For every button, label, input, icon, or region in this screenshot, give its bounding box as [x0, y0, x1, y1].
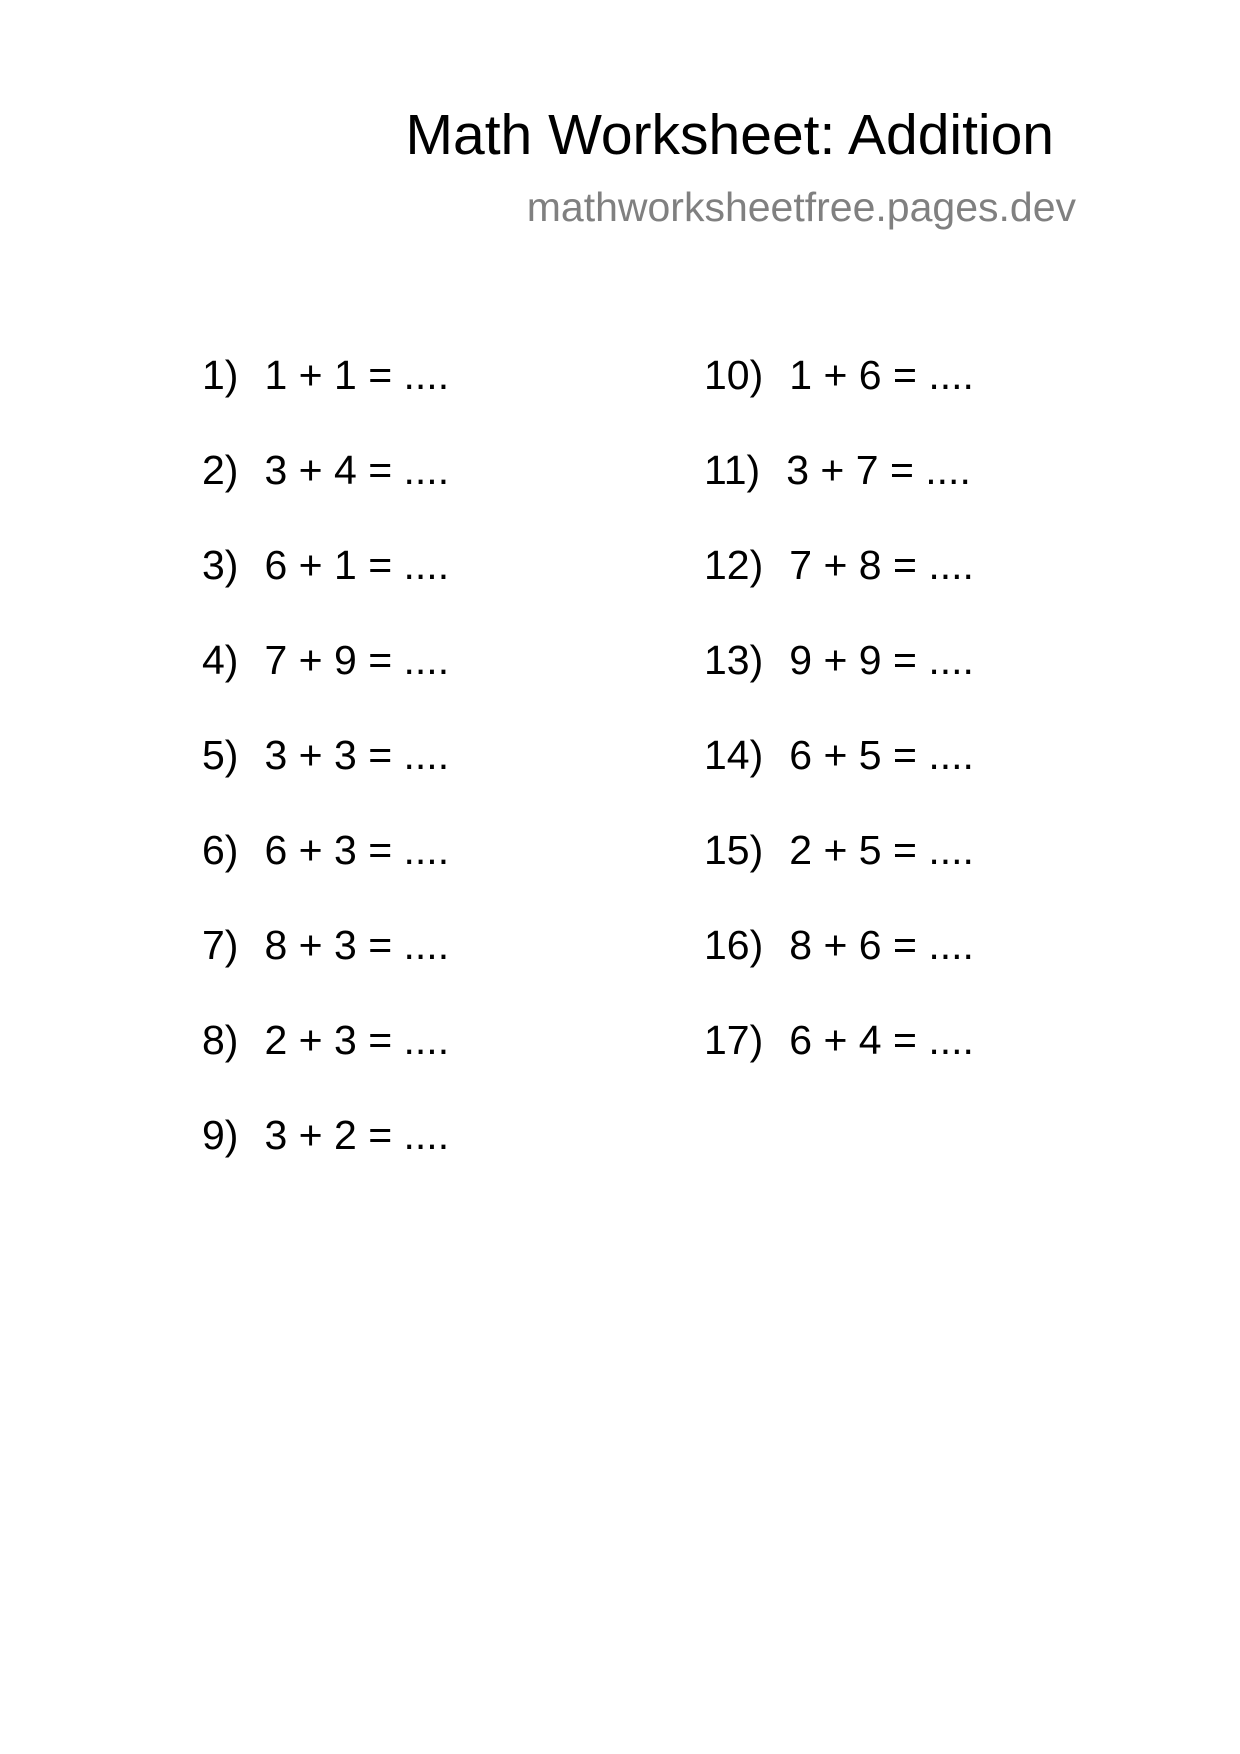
problem-13 [704, 635, 974, 730]
problem-expression: 8 + 6 = .... [789, 922, 974, 968]
problem-number: 8) [202, 1017, 239, 1063]
problem-number: 12) [704, 542, 764, 588]
problem-15 [704, 825, 974, 920]
problem-expression: 3 + 2 = .... [264, 1112, 450, 1158]
problem-1 [202, 350, 449, 445]
problem-4 [202, 635, 449, 730]
problem-16 [704, 920, 974, 1015]
problem-number: 2) [202, 447, 239, 493]
problem-6 [202, 825, 449, 920]
problem-expression: 9 + 9 = .... [789, 637, 974, 683]
problem-expression: 8 + 3 = .... [264, 922, 450, 968]
problem-number: 14) [704, 732, 764, 778]
problem-10 [704, 350, 974, 445]
problem-expression: 7 + 9 = .... [264, 637, 450, 683]
problem-number: 4) [202, 637, 239, 683]
problem-number: 10) [704, 352, 764, 398]
problem-expression: 2 + 3 = .... [264, 1017, 450, 1063]
worksheet-title: Math Worksheet: Addition [405, 103, 1054, 167]
problem-number: 9) [202, 1112, 239, 1158]
problem-expression: 1 + 1 = .... [264, 352, 450, 398]
problem-7 [202, 920, 449, 1015]
problem-number: 11) [704, 447, 761, 493]
problem-number: 13) [704, 637, 764, 683]
problem-expression: 3 + 3 = .... [264, 732, 450, 778]
problem-expression: 6 + 4 = .... [789, 1017, 974, 1063]
problem-number: 6) [202, 827, 239, 873]
problem-expression: 6 + 3 = .... [264, 827, 450, 873]
problem-3 [202, 540, 449, 635]
problem-expression: 6 + 1 = .... [264, 542, 450, 588]
problem-5 [202, 730, 449, 825]
problem-17 [704, 1015, 974, 1110]
problem-number: 5) [202, 732, 239, 778]
problem-column-left [202, 350, 449, 1205]
problem-8 [202, 1015, 449, 1110]
problem-number: 1) [202, 352, 239, 398]
problem-number: 16) [704, 922, 764, 968]
problem-number: 7) [202, 922, 239, 968]
problem-2 [202, 445, 449, 540]
problem-9 [202, 1110, 449, 1205]
problem-number: 15) [704, 827, 764, 873]
problem-number: 3) [202, 542, 239, 588]
problem-expression: 2 + 5 = .... [789, 827, 974, 873]
problem-expression: 7 + 8 = .... [789, 542, 974, 588]
problem-11 [704, 445, 974, 540]
problem-expression: 6 + 5 = .... [789, 732, 974, 778]
problem-number: 17) [704, 1017, 764, 1063]
problem-14 [704, 730, 974, 825]
problem-column-right [704, 350, 974, 1110]
problem-expression: 3 + 7 = .... [786, 447, 971, 493]
problem-expression: 3 + 4 = .... [264, 447, 450, 493]
source-url: mathworksheetfree.pages.dev [526, 184, 1076, 230]
problem-expression: 1 + 6 = .... [789, 352, 974, 398]
problem-12 [704, 540, 974, 635]
